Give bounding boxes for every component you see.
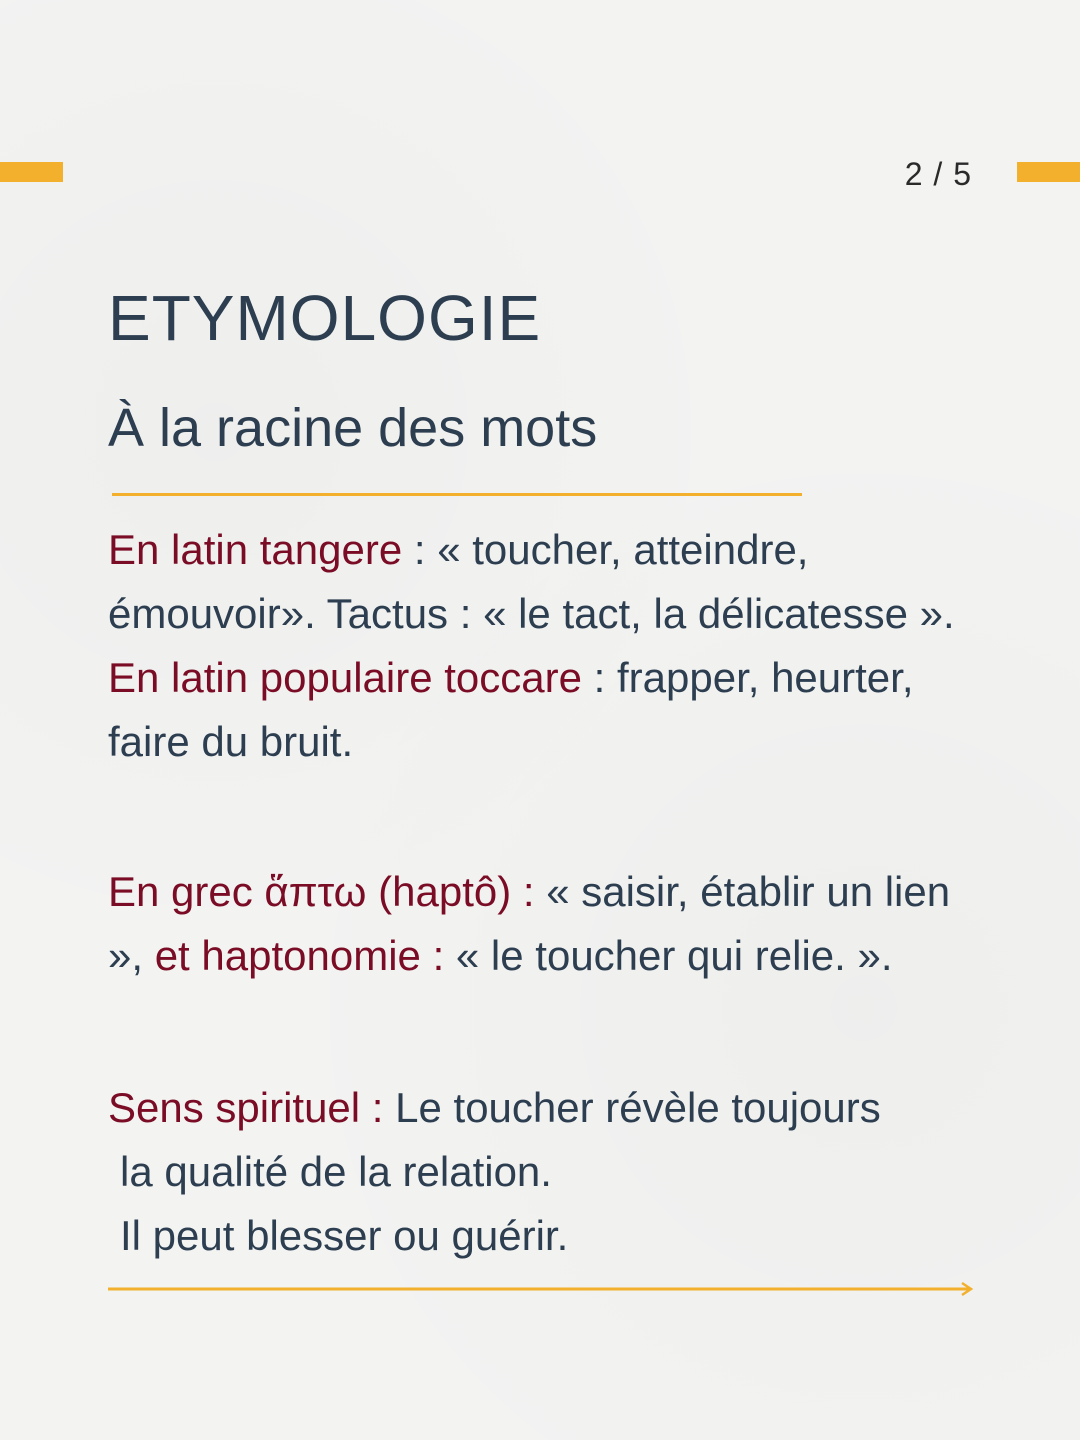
text-latin-toccare: : frapper, heurter, faire du bruit. <box>108 654 914 765</box>
text-haptonomie: « le toucher qui relie. ». <box>444 932 893 979</box>
arrow-right-icon <box>108 1280 974 1298</box>
highlight-latin-tangere: En latin tangere <box>108 526 403 573</box>
text-latin-tangere: : « toucher, atteindre, émouvoir». Tactus : « le tact, la délicatesse ». <box>108 526 955 637</box>
highlight-greek: En grec ἅπτω (haptô) : <box>108 868 535 915</box>
paragraph-latin <box>108 518 988 774</box>
page-counter: 2 / 5 <box>904 156 972 192</box>
text-greek: « saisir, établir un lien », <box>108 868 951 979</box>
page-subtitle: À la racine des mots <box>108 398 598 458</box>
title-underline <box>112 493 802 496</box>
page-title: ETYMOLOGIE <box>108 282 542 354</box>
text-spiritual: Le toucher révèle toujours <box>383 1084 881 1131</box>
text-spiritual-line-2: la qualité de la relation. <box>120 1148 552 1195</box>
accent-bar-right <box>1017 162 1080 182</box>
accent-bar-left <box>0 162 63 182</box>
highlight-spiritual: Sens spirituel : <box>108 1084 384 1131</box>
paragraph-spiritual <box>108 1076 988 1268</box>
text-spiritual-line-3: Il peut blesser ou guérir. <box>120 1212 569 1259</box>
paragraph-greek <box>108 860 988 988</box>
highlight-latin-toccare: En latin populaire toccare <box>108 654 582 701</box>
highlight-haptonomie: et haptonomie : <box>154 932 445 979</box>
